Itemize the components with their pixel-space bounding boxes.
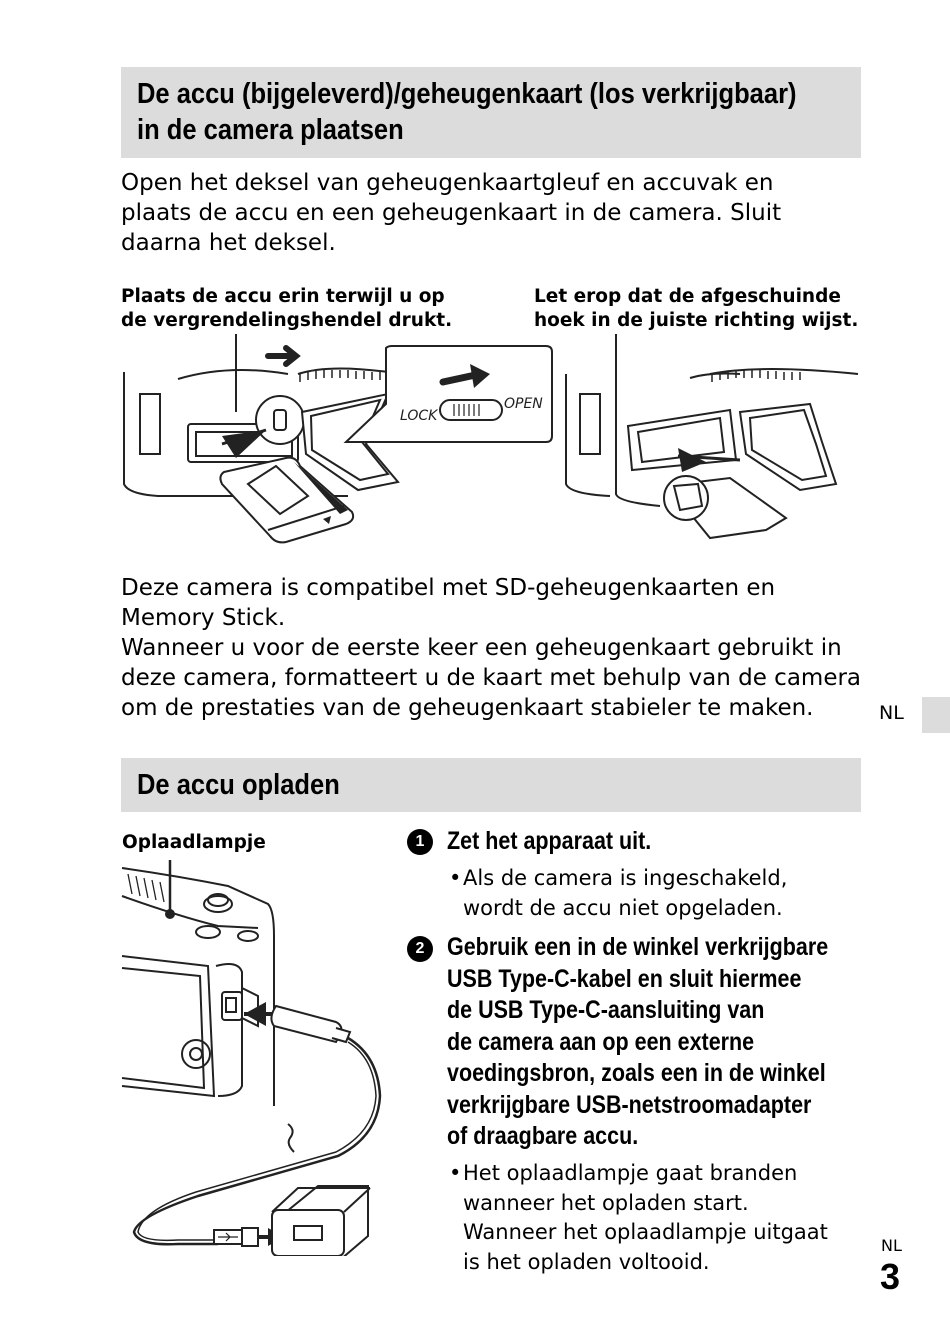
charge-lamp-label: Oplaadlampje: [122, 832, 266, 853]
step-heading-line: verkrijgbare USB-netstroomadapter: [447, 1090, 812, 1119]
step-heading-line: of draagbare accu.: [447, 1122, 639, 1150]
lock-label: LOCK: [400, 408, 438, 424]
open-label: OPEN: [504, 396, 543, 412]
note-line: wordt de accu niet opgeladen.: [463, 895, 783, 920]
compatibility-paragraph: [121, 573, 861, 723]
step-2-note: [449, 1159, 828, 1277]
charging-illustration: [118, 856, 388, 1256]
note-line: Wanneer het oplaadlampje uitgaat: [463, 1220, 828, 1244]
section-header-insert: [121, 67, 861, 158]
compat-line: Memory Stick.: [121, 605, 286, 631]
step-1-note: [449, 864, 787, 923]
step-heading-line: voedingsbron, zoals een in de winkel: [447, 1059, 826, 1087]
intro-paragraph: [121, 168, 781, 258]
compat-line: Deze camera is compatibel met SD-geheugenkaarten en: [121, 575, 776, 601]
bullet-dot: •: [449, 1161, 462, 1185]
side-language-label: NL: [879, 702, 904, 724]
bullet-dot: •: [449, 866, 462, 890]
step-1-heading: [447, 826, 651, 858]
compat-line: deze camera, formatteert u de kaart met behulp van de camera: [121, 665, 862, 691]
caption-line: Let erop dat de afgeschuinde: [534, 286, 841, 307]
card-insert-illustration: [560, 334, 860, 549]
step-heading-line: Zet het apparaat uit.: [447, 827, 652, 855]
compat-line: om de prestaties van de geheugenkaart stabieler te maken.: [121, 695, 814, 721]
caption-line: Plaats de accu erin terwijl u op: [121, 286, 445, 307]
intro-line: Open het deksel van geheugenkaartgleuf en accuvak en: [121, 170, 774, 196]
side-thumb-tab: [922, 697, 950, 733]
step-heading-line: Gebruik een in de winkel verkrijgbare: [447, 933, 829, 961]
footer-language: NL: [881, 1236, 902, 1255]
note-line: Als de camera is ingeschakeld,: [463, 866, 788, 890]
section-title-line-2: in de camera plaatsen: [137, 114, 404, 146]
section-title-line-1: De accu (bijgeleverd)/geheugenkaart (los verkrijgbaar): [137, 78, 797, 110]
caption-card: [534, 285, 858, 333]
section-title-charge: De accu opladen: [137, 769, 340, 801]
note-line: wanneer het opladen start.: [463, 1190, 749, 1215]
caption-line: de vergrendelingshendel drukt.: [121, 310, 453, 331]
intro-line: plaats de accu en een geheugenkaart in de camera. Sluit: [121, 200, 782, 226]
note-line: is het opladen voltooid.: [463, 1249, 710, 1274]
caption-battery: [121, 285, 452, 333]
note-line: Het oplaadlampje gaat branden: [463, 1161, 798, 1185]
step-number-1: 1: [407, 829, 433, 855]
step-heading-line: de camera aan op een externe: [447, 1027, 755, 1056]
step-heading-line: USB Type-C-kabel en sluit hiermee: [447, 964, 802, 993]
intro-line: daarna het deksel.: [121, 230, 336, 256]
compat-line: Wanneer u voor de eerste keer een geheugenkaart gebruikt in: [121, 635, 842, 661]
caption-line: hoek in de juiste richting wijst.: [534, 310, 859, 331]
step-number-2: 2: [407, 936, 433, 962]
battery-insert-illustration: [118, 334, 558, 549]
page-number: 3: [880, 1256, 901, 1297]
step-2-heading: [447, 932, 828, 1153]
section-header-charge: [121, 758, 861, 812]
step-heading-line: de USB Type-C-aansluiting van: [447, 996, 765, 1024]
